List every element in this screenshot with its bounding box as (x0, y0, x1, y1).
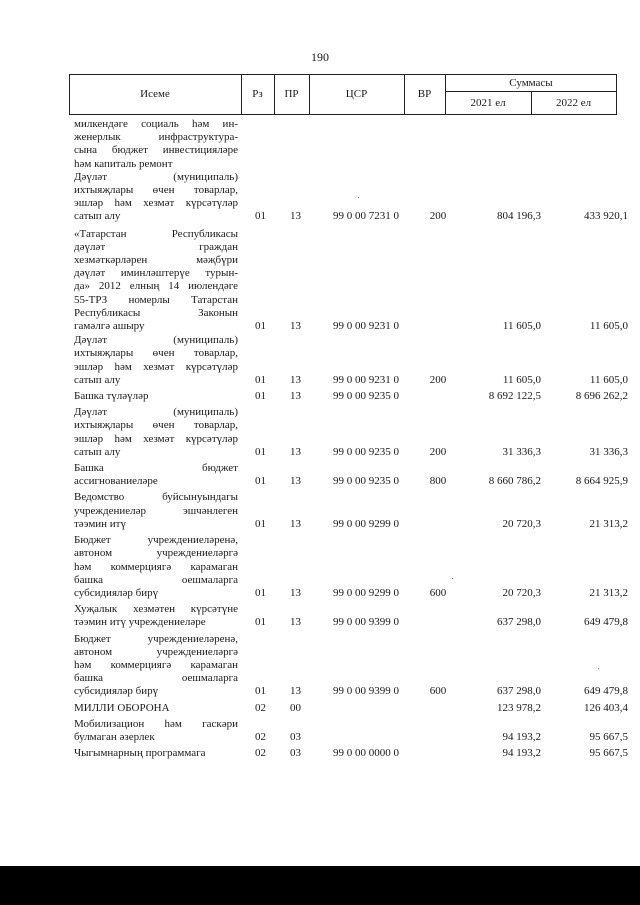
row-name (74, 462, 238, 488)
row-name-line: субсидияләр бирү (74, 685, 159, 698)
row-name-line: Бюджет учреждениеләренә, (74, 632, 238, 645)
row-sum-2021: 637 298,0 (497, 616, 541, 629)
table-row (74, 118, 619, 171)
row-pr: 13 (290, 475, 301, 488)
row-name-line: Бюджет учреждениеләренә, (74, 534, 238, 547)
row-rz: 02 (255, 730, 266, 743)
row-rz: 01 (255, 685, 266, 698)
row-rz: 01 (255, 390, 266, 403)
row-pr: 03 (290, 747, 301, 760)
row-sum-2022: 21 313,2 (589, 586, 628, 599)
row-rz: 01 (255, 210, 266, 223)
table-row (74, 701, 628, 715)
row-name-line: ихтыяҗлары өчен товарлар, (74, 419, 238, 432)
row-sum-2021: 11 605,0 (502, 373, 541, 386)
row-pr: 13 (290, 445, 301, 458)
row-pr: 13 (290, 210, 301, 223)
row-sum-2021: 31 336,3 (502, 445, 541, 458)
row-vr: 600 (429, 685, 447, 698)
row-csr: 99 0 00 9235 0 (333, 445, 399, 458)
row-name-line: милкендәге социаль һәм ин- (74, 118, 238, 130)
row-name-line: эшләр һәм хезмәт күрсәтүләр (74, 360, 238, 373)
row-sum-2021: 11 605,0 (502, 320, 541, 333)
row-name (74, 702, 238, 715)
page-number: 190 (311, 50, 329, 64)
row-vr: 600 (429, 586, 447, 599)
table-body (74, 118, 628, 763)
row-rz: 01 (255, 373, 266, 386)
header-name: Исеме (140, 88, 170, 100)
header-vr: ВР (417, 88, 432, 100)
row-name-line: Дәүләт (муниципаль) (74, 406, 238, 419)
row-name-line: Мобилизацион һәм гаскәри (74, 717, 238, 730)
row-name-line: ассигнованиеләре (74, 475, 158, 488)
row-sum-2022: 8 696 262,2 (575, 390, 628, 403)
header-pr: ПР (284, 88, 299, 100)
row-name-line: һәм коммерциягә карамаган (74, 658, 238, 671)
row-name (74, 118, 238, 171)
row-name-line: Башка түләүләр (74, 390, 149, 403)
row-sum-2021: 20 720,3 (502, 517, 541, 530)
row-sum-2022: 11 605,0 (589, 373, 628, 386)
row-csr: 99 0 00 9235 0 (333, 390, 399, 403)
row-sum-2021: 123 978,2 (497, 701, 541, 714)
row-name (74, 390, 238, 403)
scan-speck (598, 668, 599, 669)
row-sum-2021: 637 298,0 (497, 685, 541, 698)
header-year-2021: 2021 ел (470, 96, 506, 109)
row-pr: 13 (290, 616, 301, 629)
row-sum-2022: 31 336,3 (589, 445, 628, 458)
row-sum-2022: 649 479,8 (584, 616, 628, 629)
table-row (74, 170, 628, 224)
row-name-line: «Татарстан Республикасы (74, 227, 238, 240)
row-name (74, 603, 238, 629)
row-sum-2021: 8 692 122,5 (488, 390, 541, 403)
row-sum-2022: 433 920,1 (584, 210, 628, 223)
row-csr: 99 0 00 0000 0 (333, 747, 399, 760)
row-csr: 99 0 00 9299 0 (333, 586, 399, 599)
row-name-line: тәэмин итү (74, 517, 126, 530)
row-name-line: эшләр һәм хезмәт күрсәтүләр (74, 197, 238, 210)
row-name-line: субсидияләр бирү (74, 586, 159, 599)
row-sum-2022: 11 605,0 (589, 320, 628, 333)
header-rz: Рз (252, 88, 263, 100)
row-rz: 01 (255, 586, 266, 599)
row-vr: 200 (429, 373, 447, 386)
header-bottom-border (69, 114, 617, 115)
row-name-line: сына бюджет инвестицияләре (74, 144, 238, 157)
row-rz: 02 (255, 747, 266, 760)
row-rz: 01 (255, 445, 266, 458)
row-name (74, 633, 238, 699)
row-sum-2022: 21 313,2 (589, 517, 628, 530)
row-sum-2022: 95 667,5 (589, 730, 628, 743)
row-name-line: ихтыяҗлары өчен товарлар, (74, 347, 238, 360)
row-name (74, 228, 238, 334)
row-name-line: да» 2012 елның 14 июлендәге (74, 280, 238, 293)
row-pr: 03 (290, 730, 301, 743)
row-name-line: булмаган әзерлек (74, 730, 155, 743)
row-rz: 01 (255, 320, 266, 333)
row-name-line: эшләр һәм хезмәт күрсәтүләр (74, 432, 238, 445)
table-row (74, 491, 628, 531)
table-row (74, 747, 628, 760)
row-rz: 02 (255, 701, 266, 714)
table-row (74, 632, 628, 699)
row-sum-2021: 20 720,3 (502, 586, 541, 599)
table-row (74, 603, 628, 629)
scan-speck (452, 578, 453, 579)
row-pr: 13 (290, 320, 301, 333)
header-year-2022: 2022 ел (555, 96, 592, 109)
row-name-line: автоном учреждениеләргә (74, 547, 238, 560)
row-name-line: Ведомство буйсынуындагы (74, 491, 238, 504)
row-name-line: 55-ТРЗ номерлы Татарстан (74, 293, 238, 306)
table-row (74, 534, 628, 600)
row-name-line: башка оешмаларга (74, 672, 238, 685)
row-pr: 13 (290, 586, 301, 599)
row-name-line: Дәүләт (муниципаль) (74, 170, 238, 183)
row-name-line: һәм коммерциягә карамаган (74, 560, 238, 573)
table-header (69, 74, 617, 115)
row-name (74, 718, 238, 744)
row-name-line: гамәлгә ашыру (74, 320, 145, 333)
row-csr: 99 0 00 7231 0 (333, 210, 399, 223)
row-name (74, 534, 238, 600)
row-sum-2022: 95 667,5 (589, 747, 628, 760)
table-row (74, 227, 628, 334)
row-name-line: ихтыяҗлары өчен товарлар, (74, 184, 238, 197)
row-name-line: һәм капиталь ремонт (74, 157, 173, 170)
row-name (74, 334, 238, 387)
row-sum-2022: 649 479,8 (584, 685, 628, 698)
row-name (74, 491, 238, 531)
row-name-line: Башка бюджет (74, 462, 238, 475)
scan-bottom-edge (0, 866, 640, 905)
table-row (74, 406, 628, 459)
row-pr: 00 (290, 701, 301, 714)
row-pr: 13 (290, 517, 301, 530)
scan-speck (358, 197, 359, 198)
header-sums: Суммасы (509, 76, 553, 89)
header-csr: ЦСР (345, 88, 368, 100)
row-csr: 99 0 00 9235 0 (333, 475, 399, 488)
row-sum-2022: 126 403,4 (584, 701, 628, 714)
row-vr: 200 (429, 210, 447, 223)
row-name-line: сатып алу (74, 445, 121, 458)
row-name-line: дәүләт иминләштерүе турын- (74, 267, 238, 280)
row-csr: 99 0 00 9231 0 (333, 320, 399, 333)
row-sum-2021: 8 660 786,2 (488, 475, 541, 488)
row-pr: 13 (290, 390, 301, 403)
row-sum-2021: 94 193,2 (502, 730, 541, 743)
row-name-line: дәүләт граждан (74, 240, 238, 253)
row-name-line: Хуҗалык хезмәтен күрсәтүне (74, 603, 238, 616)
row-sum-2022: 8 664 925,9 (575, 475, 628, 488)
row-name (74, 171, 238, 224)
row-name (74, 747, 238, 760)
row-name-line: женерлык инфраструктура- (74, 131, 238, 144)
row-vr: 200 (429, 445, 447, 458)
row-vr: 800 (429, 475, 447, 488)
row-name-line: Дәүләт (муниципаль) (74, 334, 238, 347)
table-row (74, 390, 628, 403)
row-csr: 99 0 00 9231 0 (333, 373, 399, 386)
row-name-line: Республикасы Законын (74, 306, 238, 319)
row-csr: 99 0 00 9399 0 (333, 685, 399, 698)
row-rz: 01 (255, 517, 266, 530)
row-name-line: МИЛЛИ ОБОРОНА (74, 701, 170, 714)
row-csr: 99 0 00 9299 0 (333, 517, 399, 530)
row-name-line: сатып алу (74, 373, 121, 386)
table-row (74, 334, 628, 387)
row-name-line: башка оешмаларга (74, 573, 238, 586)
row-csr: 99 0 00 9399 0 (333, 616, 399, 629)
row-rz: 01 (255, 616, 266, 629)
row-pr: 13 (290, 373, 301, 386)
row-sum-2021: 94 193,2 (502, 747, 541, 760)
row-pr: 13 (290, 685, 301, 698)
row-name-line: автоном учреждениеләргә (74, 645, 238, 658)
row-name-line: сатып алу (74, 210, 121, 223)
row-name-line: учреждениеләр эшчәнлеген (74, 504, 238, 517)
table-row (74, 717, 628, 744)
row-name-line: тәэмин итү учреждениеләре (74, 616, 206, 629)
row-rz: 01 (255, 475, 266, 488)
row-sum-2021: 804 196,3 (497, 210, 541, 223)
row-name (74, 406, 238, 459)
row-name-line: Чыгымнарның программага (74, 747, 206, 760)
table-row (74, 462, 628, 488)
row-name-line: хезмәткәрләрен мәҗбүри (74, 254, 238, 267)
